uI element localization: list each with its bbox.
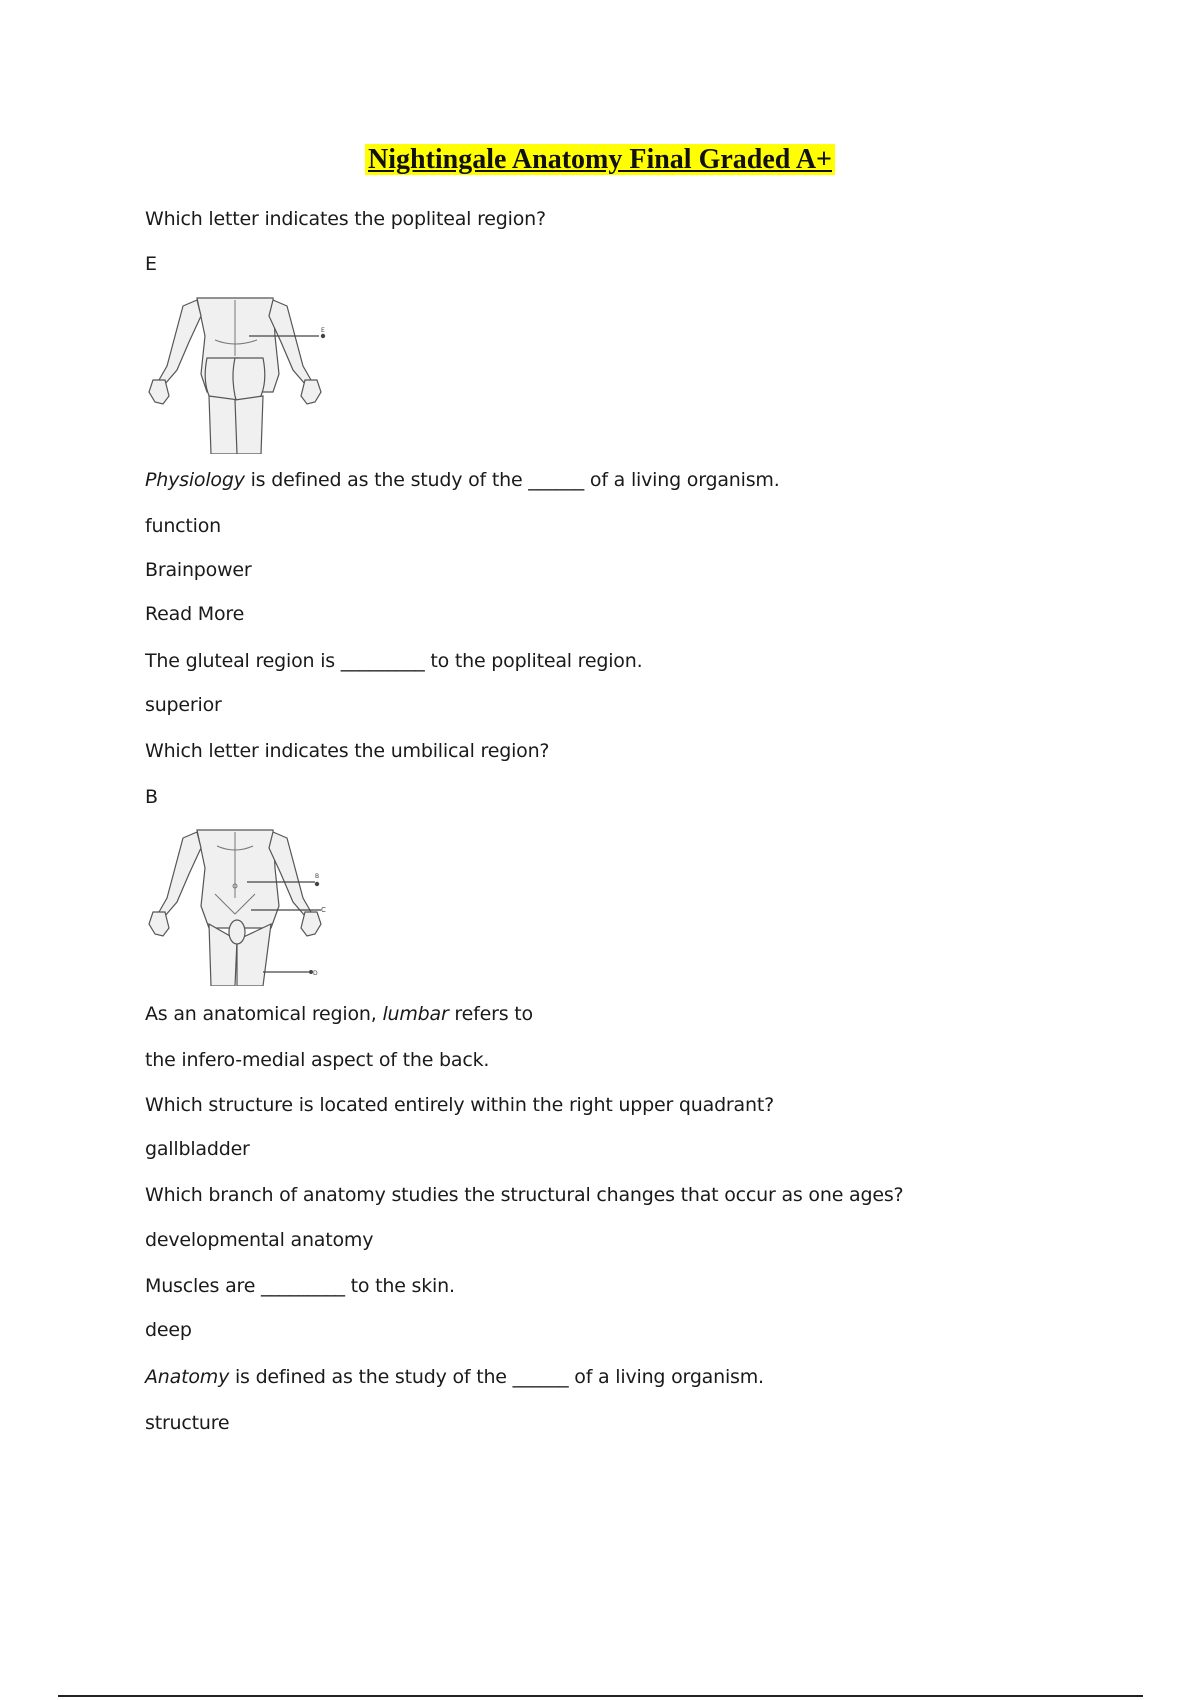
question-popliteal: Which letter indicates the popliteal region? <box>145 208 546 230</box>
answer-umbilical: B <box>145 786 158 808</box>
question-physiology-rest: is defined as the study of the ______ of a living organism. <box>244 469 780 491</box>
question-anatomy <box>145 1365 764 1389</box>
question-branch: Which branch of anatomy studies the structural changes that occur as one ages? <box>145 1184 904 1206</box>
brainpower-text: Brainpower <box>145 559 252 581</box>
answer-anatomy: structure <box>145 1412 230 1434</box>
title-container <box>0 144 1200 176</box>
question-lumbar <box>145 1002 533 1026</box>
posterior-body-figure <box>145 296 335 454</box>
footer-rule <box>58 1695 1143 1697</box>
figure-label-c: C <box>321 906 326 914</box>
answer-branch: developmental anatomy <box>145 1229 374 1251</box>
question-umbilical: Which letter indicates the umbilical region? <box>145 740 550 762</box>
question-anatomy-rest: is defined as the study of the ______ of a living organism. <box>229 1366 764 1388</box>
answer-quadrant: gallbladder <box>145 1138 250 1160</box>
question-lumbar-pre: As an anatomical region, <box>145 1003 383 1025</box>
answer-lumbar: the infero-medial aspect of the back. <box>145 1049 490 1071</box>
question-muscles: Muscles are _________ to the skin. <box>145 1275 455 1297</box>
term-lumbar: lumbar <box>382 1003 449 1025</box>
read-more-link[interactable]: Read More <box>145 603 245 625</box>
figure-label-e: E <box>321 327 325 334</box>
document-title: Nightingale Anatomy Final Graded A+ <box>365 144 835 175</box>
term-anatomy: Anatomy <box>145 1366 230 1388</box>
question-gluteal: The gluteal region is _________ to the popliteal region. <box>145 650 643 672</box>
figure-label-b: B <box>315 873 320 880</box>
answer-physiology: function <box>145 515 222 537</box>
answer-gluteal: superior <box>145 694 222 716</box>
question-lumbar-post: refers to <box>448 1003 533 1025</box>
term-physiology: Physiology <box>145 469 245 491</box>
answer-popliteal: E <box>145 253 157 275</box>
answer-muscles: deep <box>145 1319 192 1341</box>
figure-label-d: D <box>313 970 318 977</box>
question-physiology <box>145 468 780 492</box>
anterior-body-figure <box>145 828 335 986</box>
question-quadrant: Which structure is located entirely within the right upper quadrant? <box>145 1094 774 1116</box>
